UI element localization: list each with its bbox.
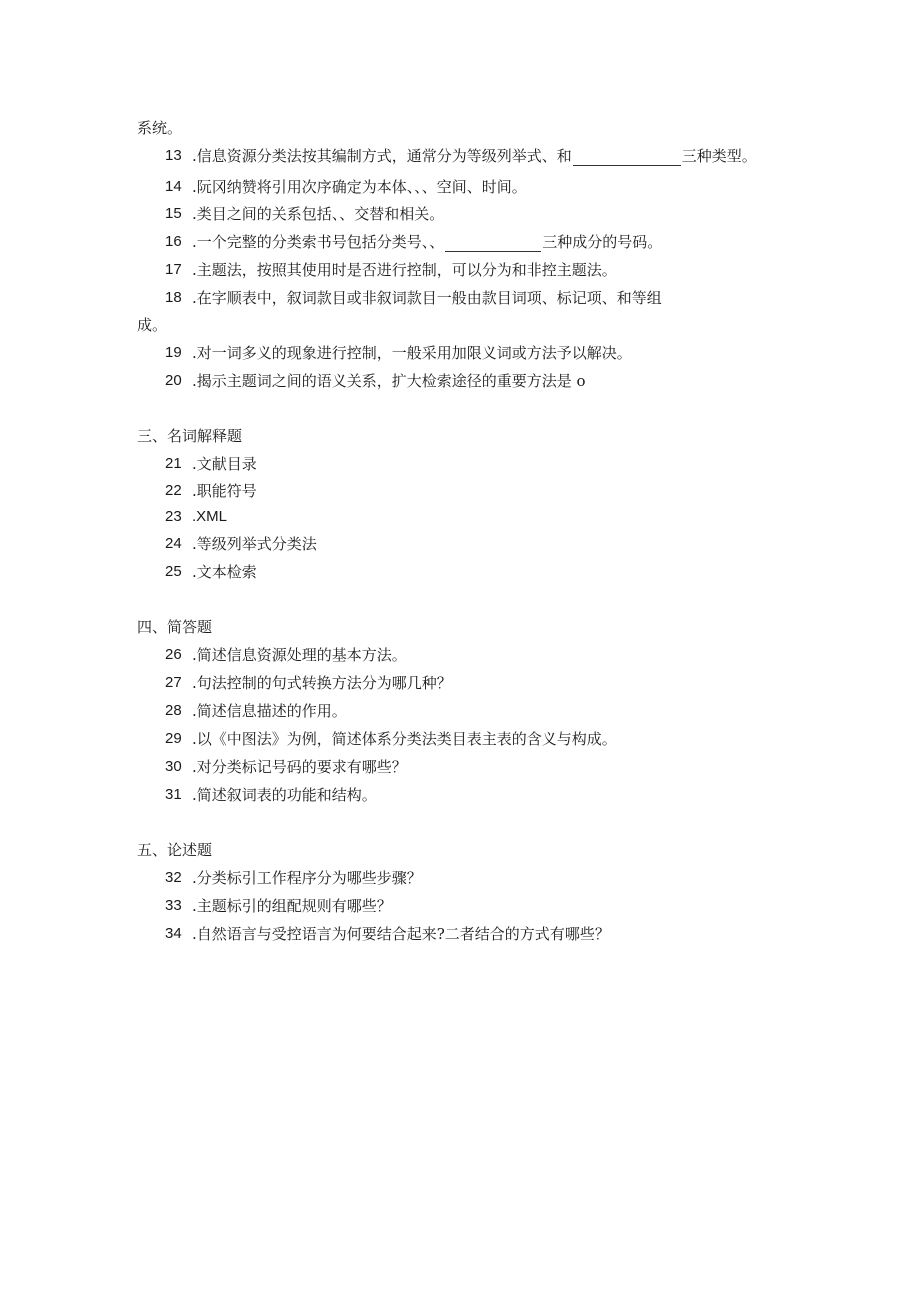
question-text: .类目之间的关系包括、、交替和相关。 bbox=[192, 205, 445, 223]
question-number: 21 bbox=[165, 455, 182, 472]
question-text: .主题法，按照其使用时是否进行控制，可以分为和非控主题法。 bbox=[192, 261, 617, 279]
question-text: .简述信息描述的作用。 bbox=[192, 702, 347, 720]
question-text: .句法控制的句式转换方法分为哪几种？ bbox=[192, 674, 452, 692]
question-number: 19 bbox=[165, 344, 182, 361]
question-number: 33 bbox=[165, 897, 182, 914]
question-number: 28 bbox=[165, 702, 182, 719]
question-text: .文献目录 bbox=[192, 455, 257, 473]
answer-blank bbox=[573, 151, 681, 166]
question-text bbox=[192, 146, 757, 166]
question-text: .简述信息资源处理的基本方法。 bbox=[192, 646, 407, 664]
question-text: .以《中图法》为例，简述体系分类法类目表主表的含义与构成。 bbox=[192, 730, 617, 748]
question-number: 22 bbox=[165, 482, 182, 499]
question-number: 31 bbox=[165, 786, 182, 803]
question-number: 14 bbox=[165, 178, 182, 195]
question-text: .对分类标记号码的要求有哪些？ bbox=[192, 758, 407, 776]
question-number: 24 bbox=[165, 535, 182, 552]
question-text-after: 三种成分的号码。 bbox=[542, 233, 663, 251]
question-number: 15 bbox=[165, 205, 182, 222]
question-number: 16 bbox=[165, 233, 182, 250]
question-text: .分类标引工作程序分为哪些步骤？ bbox=[192, 869, 422, 887]
section-title: 四、简答题 bbox=[137, 618, 213, 636]
question-text: .简述叙词表的功能和结构。 bbox=[192, 786, 377, 804]
question-number: 17 bbox=[165, 261, 182, 278]
section-title: 五、论述题 bbox=[137, 841, 213, 859]
question-text bbox=[192, 232, 662, 252]
question-number: 26 bbox=[165, 646, 182, 663]
question-18-continuation: 成。 bbox=[137, 316, 168, 334]
question-text-after: 三种类型。 bbox=[681, 147, 757, 165]
question-number: 18 bbox=[165, 289, 182, 306]
question-number: 29 bbox=[165, 730, 182, 747]
question-number: 23 bbox=[165, 508, 182, 525]
question-text: .自然语言与受控语言为何要结合起来?二者结合的方式有哪些？ bbox=[192, 925, 610, 943]
question-text: .对一词多义的现象进行控制，一般采用加限义词或方法予以解决。 bbox=[192, 344, 632, 362]
question-number: 25 bbox=[165, 563, 182, 580]
question-text-before: .信息资源分类法按其编制方式，通常分为等级列举式、和 bbox=[192, 147, 572, 165]
question-text: .主题标引的组配规则有哪些？ bbox=[192, 897, 392, 915]
question-number: 32 bbox=[165, 869, 182, 886]
question-text: .阮冈纳赞将引用次序确定为本体、、、空间、时间。 bbox=[192, 178, 527, 196]
question-text: .揭示主题词之间的语义关系，扩大检索途径的重要方法是 o bbox=[192, 372, 586, 390]
question-text-before: .一个完整的分类索书号包括分类号、、 bbox=[192, 233, 445, 251]
question-text: .职能符号 bbox=[192, 482, 257, 500]
question-number: 34 bbox=[165, 925, 182, 942]
intro-tail: 系统。 bbox=[137, 119, 183, 137]
question-text: .XML bbox=[192, 508, 228, 525]
answer-blank bbox=[445, 237, 541, 252]
question-number: 30 bbox=[165, 758, 182, 775]
question-number: 27 bbox=[165, 674, 182, 691]
section-title: 三、名词解释题 bbox=[137, 427, 243, 445]
question-number: 20 bbox=[165, 372, 182, 389]
question-text: .在字顺表中，叙词款目或非叙词款目一般由款目词项、标记项、和等组 bbox=[192, 289, 662, 307]
question-text: .文本检索 bbox=[192, 563, 257, 581]
question-text: .等级列举式分类法 bbox=[192, 535, 317, 553]
question-number: 13 bbox=[165, 147, 182, 164]
